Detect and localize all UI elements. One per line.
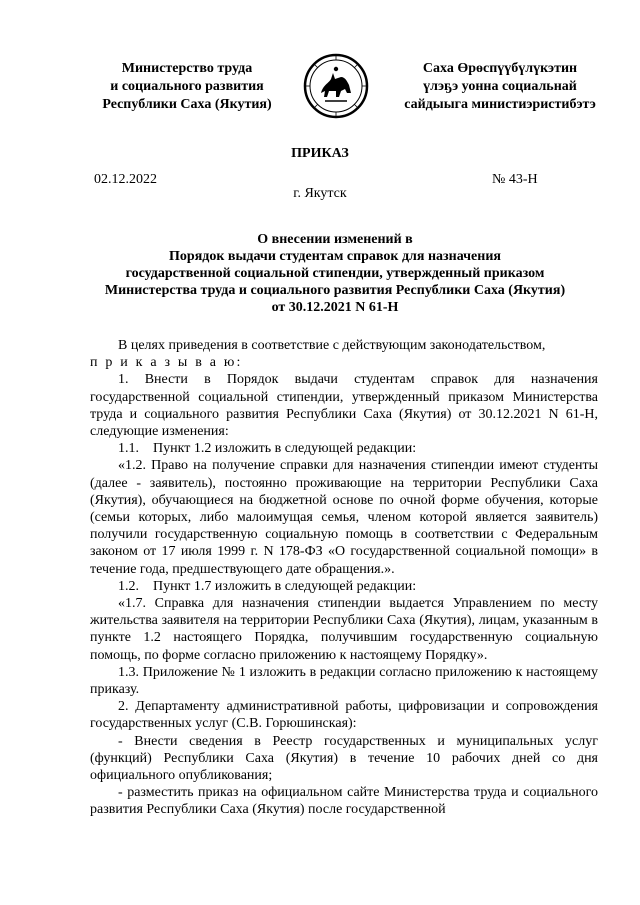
paragraph-1: 1. Внести в Порядок выдачи студентам справок для назначения государственной социальной стипендии, утвержденный приказом Министерства труда и социального развития Республики Саха (Якутия) от 30.12.2021 N 61-Н, следующие изменения: bbox=[90, 372, 598, 440]
header-left-line: Министерство труда bbox=[121, 61, 253, 76]
document-type-title: ПРИКАЗ bbox=[291, 146, 349, 161]
paragraph-1-2: 1.2. Пункт 1.7 изложить в следующей редакции: bbox=[118, 578, 417, 594]
paragraph-1-2-text: «1.7. Справка для назначения стипендии выдается Управлением по месту жительства заявителя на территории Республики Саха (Якутия), лицам, указанным в пункте 1.2 настоящего Порядка, получившим государственную социальную помощь, по форме согласно приложению к настоящему Порядку». bbox=[90, 596, 598, 663]
subject-line: государственной социальной стипендии, утвержденный приказом bbox=[125, 266, 545, 281]
subject-line: Порядок выдачи студентам справок для назначения bbox=[169, 249, 501, 264]
order-word: п р и к а з ы в а ю: bbox=[90, 355, 243, 371]
document-number: № 43-Н bbox=[492, 172, 538, 187]
document-body bbox=[90, 337, 598, 819]
paragraph-1-3: 1.3. Приложение № 1 изложить в редакции согласно приложению к настоящему приказу. bbox=[90, 664, 598, 698]
intro-paragraph: В целях приведения в соответствие с действующим законодательством, bbox=[118, 338, 546, 353]
paragraph-2-item-b: - разместить приказ на официальном сайте Министерства труда и социального развития Республики Саха (Якутия) после государственной bbox=[90, 785, 598, 818]
ministry-name-russian bbox=[82, 60, 292, 114]
paragraph-2-item-a: - Внести сведения в Реестр государственных и муниципальных услуг (функций) Республики Саха (Якутия) в течение 10 рабочих дней со дня официального опубликования; bbox=[90, 733, 598, 784]
header-right-line: Саха Өрөспүүбүлүкэтин bbox=[422, 61, 578, 76]
document-subject bbox=[70, 231, 600, 316]
subject-line: Министерства труда и социального развития Республики Саха (Якутия) bbox=[104, 283, 566, 298]
document-date: 02.12.2022 bbox=[94, 172, 157, 187]
paragraph-1-1: 1.1. Пункт 1.2 изложить в следующей редакции: bbox=[118, 441, 417, 457]
ministry-name-yakut bbox=[395, 60, 605, 114]
header-left-line: и социального развития bbox=[110, 79, 264, 94]
subject-line: О внесении изменений в bbox=[257, 232, 413, 247]
paragraph-1-1-text: «1.2. Право на получение справки для назначения стипендии имеют студенты (далее - заявитель), постоянно проживающие на территории Республики Саха (Якутия), обучающиеся на бюджетной основе по очной форме обучения, которые (семьи которых, либо малоимущая семья, членом которой является заявитель) получили государственную социальную помощь в соответствии с Федеральным законом от 17 июля 1999 г. N 178-ФЗ «О государственной социальной помощи» в течение года, предшествующего дате обращения.». bbox=[90, 458, 598, 577]
paragraph-2: 2. Департаменту административной работы, цифровизации и сопровождения государственных услуг (С.В. Горюшинская): bbox=[90, 699, 598, 732]
header-left-line: Республики Саха (Якутия) bbox=[102, 97, 272, 112]
header-right-line: сайдыыга министиэристибэтэ bbox=[404, 97, 596, 112]
coat-of-arms-icon bbox=[301, 53, 371, 119]
subject-line: от 30.12.2021 N 61-Н bbox=[271, 300, 399, 315]
header-right-line: үлэҕэ уонна социальнай bbox=[423, 79, 577, 94]
document-city: г. Якутск bbox=[293, 186, 347, 201]
